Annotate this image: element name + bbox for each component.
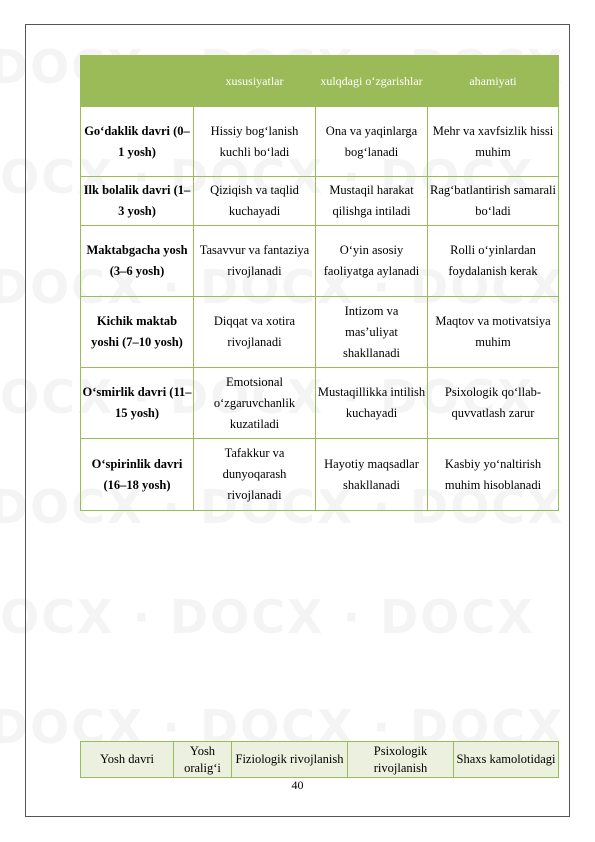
header-cell-age-range: Yosh oralig‘i [174, 742, 232, 778]
next-page-table-header [80, 741, 559, 778]
behavior-cell: O‘yin asosiy faoliyatga aylanadi [316, 226, 428, 297]
stage-cell: Go‘daklik davri (0–1 yosh) [81, 107, 194, 177]
header-cell-psychological: Psixologik rivojlanish [348, 742, 454, 778]
importance-cell: Rag‘batlantirish samarali bo‘ladi [428, 177, 559, 226]
table-row [81, 226, 559, 297]
features-cell: Tafakkur va dunyoqarash rivojlanadi [194, 439, 316, 511]
stage-cell: Ilk bolalik davri (1–3 yosh) [81, 177, 194, 226]
header-cell-empty [81, 56, 194, 107]
behavior-cell: Mustaqillikka intilish kuchayadi [316, 368, 428, 439]
age-development-table [80, 55, 559, 511]
stage-cell: O‘smirlik davri (11–15 yosh) [81, 368, 194, 439]
features-cell: Tasavvur va fantaziya rivojlanadi [194, 226, 316, 297]
behavior-cell: Intizom va mas’uliyat shakllanadi [316, 297, 428, 368]
header-cell-behavior-changes: xulqdagi o‘zgarishlar [316, 56, 428, 107]
behavior-cell: Hayotiy maqsadlar shakllanadi [316, 439, 428, 511]
features-cell: Emotsional o‘zgaruvchanlik kuzatiladi [194, 368, 316, 439]
header-cell-importance: ahamiyati [428, 56, 559, 107]
header-cell-age-period: Yosh davri [81, 742, 174, 778]
table-row [81, 439, 559, 511]
header-cell-physiological: Fiziologik rivojlanish [232, 742, 348, 778]
stage-cell: O‘spirinlik davri (16–18 yosh) [81, 439, 194, 511]
importance-cell: Psixologik qo‘llab-quvvatlash zarur [428, 368, 559, 439]
importance-cell: Kasbiy yo‘naltirish muhim hisoblanadi [428, 439, 559, 511]
features-cell: Hissiy bog‘lanish kuchli bo‘ladi [194, 107, 316, 177]
features-cell: Qiziqish va taqlid kuchayadi [194, 177, 316, 226]
stage-cell: Kichik maktab yoshi (7–10 yosh) [81, 297, 194, 368]
table-row [81, 297, 559, 368]
header-cell-features: xususiyatlar [194, 56, 316, 107]
table-row [81, 177, 559, 226]
features-cell: Diqqat va xotira rivojlanadi [194, 297, 316, 368]
header-cell-personality: Shaxs kamolotidagi [454, 742, 559, 778]
stage-cell: Maktabgacha yosh (3–6 yosh) [81, 226, 194, 297]
table-header-row [81, 742, 559, 778]
table-header-row [81, 56, 559, 107]
importance-cell: Mehr va xavfsizlik hissi muhim [428, 107, 559, 177]
importance-cell: Rolli o‘yinlardan foydalanish kerak [428, 226, 559, 297]
importance-cell: Maqtov va motivatsiya muhim [428, 297, 559, 368]
table-row [81, 368, 559, 439]
table-row [81, 107, 559, 177]
behavior-cell: Mustaqil harakat qilishga intiladi [316, 177, 428, 226]
page-number: 40 [291, 778, 304, 792]
behavior-cell: Ona va yaqinlarga bog‘lanadi [316, 107, 428, 177]
